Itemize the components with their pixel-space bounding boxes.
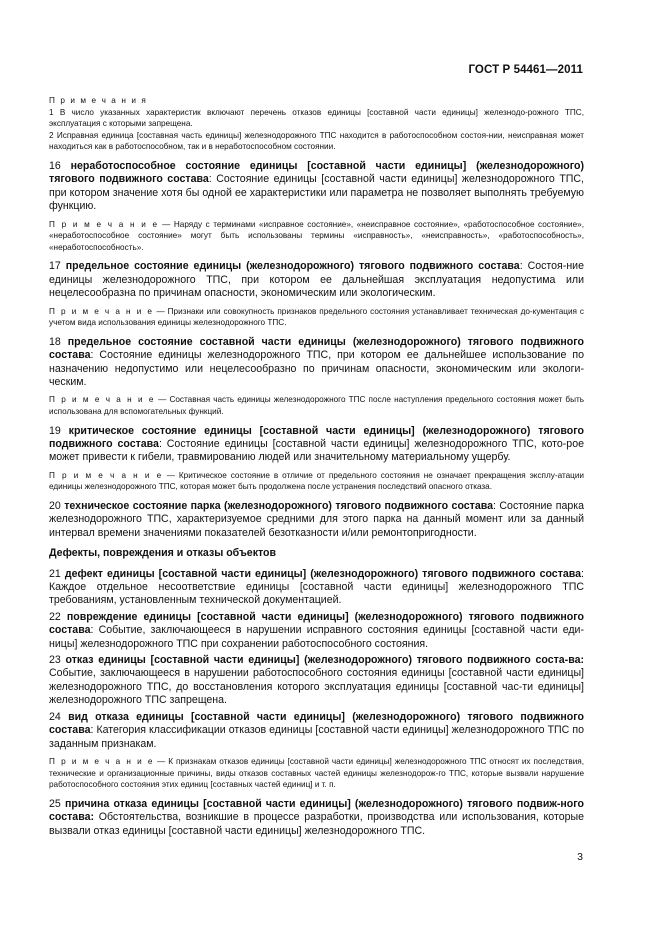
note-19: П р и м е ч а н и е — Критическое состояние в отличие от предельного состояния не означает прекращения эксплу-атации единицы железнодорожного ТПС, которая может быть продолжена после устранения последствий опасного отказа. bbox=[49, 470, 584, 492]
term-22-definition: : Событие, заключающееся в нарушении исправного состояния единицы [составной части еди-ницы] железнодорожного ТПС при сохранении работоспособного состояния. bbox=[49, 624, 584, 650]
term-16: 16 неработоспособное состояние единицы [составной части единицы] (железнодорожного) тягового подвижного состава: Состояние единицы [составной части единицы] железнодорожного ТПС, при котором значение хотя бы одной ее характеристики или параметра не позволяет выполнять требуемую функцию. bbox=[49, 159, 584, 213]
term-24-definition: : Категория классификации отказов единицы [составной части единицы] железнодорожного ТПС по заданным признакам. bbox=[49, 724, 584, 750]
term-17: 17 предельное состояние единицы (железнодорожного) тягового подвижного состава: Состоя-ние единицы железнодорожного ТПС, при котором ее дальнейшая эксплуатация недопустима или нецелесообразна по причинам опасности, экономическим или экологическим. bbox=[49, 260, 584, 300]
term-21: 21 дефект единицы [составной части единицы] (железнодорожного) тягового подвижного состава: Каждое отдельное несоответствие единицы [составной части единицы] железнодорожного ТПС требованиям, установленным технической документацией. bbox=[49, 567, 584, 607]
note-2: 2 Исправная единица [составная часть единицы] железнодорожного ТПС находится в работоспособном состоя-нии, неисправная может находиться как в работоспособном, так и в неработоспособном состоянии. bbox=[49, 130, 584, 152]
term-18-name: предельное состояние составной части единицы (железнодорожного) тягового подвижного состава bbox=[49, 335, 584, 362]
term-21-name: дефект единицы [составной части единицы] (железнодорожного) тягового подвижного состава bbox=[64, 567, 582, 580]
term-17-definition: : Состоя-ние единицы железнодорожного ТПС, при котором ее дальнейшая эксплуатация недопустима или нецелесообразна по причинам опасности, экономическим или экологическим. bbox=[49, 260, 584, 300]
term-17-name: предельное состояние единицы (железнодорожного) тягового подвижного состава bbox=[65, 260, 520, 273]
note-24: П р и м е ч а н и е — К признакам отказов единицы [составной части единицы] железнодорожного ТПС относят их последствия, технические и организационные причины, виды отказов составных частей единицы железнодорож-го ТПС, которые вызвали нарушение работоспособного состояния этих единиц [составных частей единиц] и т. п. bbox=[49, 756, 584, 790]
note-18: П р и м е ч а н и е — Составная часть единицы железнодорожного ТПС после наступления предельного состояния может быть использована для вспомогательных функций. bbox=[49, 395, 584, 416]
term-20-definition: : Состояние парка железнодорожного ТПС, характеризуемое средними для этого парка на данный момент или за данный интервал времени значениями показателей безотказности и/или ремонтопригодности. bbox=[49, 500, 584, 539]
term-22-name: повреждение единицы [составной части единицы] (железнодорожного) тягового подвижного состава bbox=[49, 610, 584, 637]
term-25-name: причина отказа единицы [составной части единицы] (железнодорожного) тягового подвиж-ного состава: bbox=[49, 797, 584, 824]
term-23-definition: Событие, заключающееся в нарушении работоспособного состояния единицы [составной части единицы] железнодорожного ТПС, до восстановления которого эксплуатация единицы [составной час-ти единицы] железнодорожного ТПС запрещена. bbox=[49, 667, 584, 707]
term-19-definition: : Состояние единицы [составной части единицы] железнодорожного ТПС, кото-рое может привести к гибели, травмированию людей или значительному материальному ущербу. bbox=[49, 438, 584, 464]
term-25: 25 причина отказа единицы [составной части единицы] (железнодорожного) тягового подвиж-ного состава: Обстоятельства, возникшие в процессе разработки, производства или использования, которые вызвали отказ единицы [составной части единицы] железнодорожного ТПС. bbox=[49, 797, 584, 837]
page-number: 3 bbox=[577, 851, 583, 863]
term-19-name: критическое состояние единицы [составной части единицы] (железнодорожного) тягового подвижного состава bbox=[49, 424, 584, 450]
term-20: 20 техническое состояние парка (железнодорожного) тягового подвижного состава: Состояние парка железнодорожного ТПС, характеризуемое средними для этого парка на данный момент или за данный интервал времени значениями показателей безотказности и/или ремонтопригодности. bbox=[49, 500, 584, 539]
term-21-definition: : Каждое отдельное несоответствие единицы [составной части единицы] железнодорожного ТПС требованиям, установленным технической документацией. bbox=[49, 567, 584, 607]
section-heading: Дефекты, повреждения и отказы объектов bbox=[49, 547, 277, 560]
document-body bbox=[49, 95, 584, 838]
term-18-definition: : Состояние единицы железнодорожного ТПС, при котором ее дальнейшее использование по назначению недопустимо или нецелесообразно по причинам опасности, экономическим или экологи-ческим. bbox=[49, 349, 584, 388]
term-16-definition: : Состояние единицы [составной части единицы] железнодорожного ТПС, при котором значение хотя бы одной ее характеристики или параметра не позволяет выполнять требуемую функцию. bbox=[49, 173, 584, 213]
term-22: 22 повреждение единицы [составной части единицы] (железнодорожного) тягового подвижного состава: Событие, заключающееся в нарушении исправного состояния единицы [составной части еди-ницы] железнодорожного ТПС при сохранении работоспособного состояния. bbox=[49, 610, 584, 650]
term-24-name: вид отказа единицы [составной части единицы] (железнодорожного) тягового подвижного состава bbox=[49, 710, 584, 737]
term-23-name: отказ единицы [составной части единицы] (железнодорожного) тягового подвижного соста-ва: bbox=[65, 654, 585, 667]
term-16-name: неработоспособное состояние единицы [составной части единицы] (железнодорожного) тягового подвижного состава bbox=[49, 159, 584, 186]
note-1: 1 В число указанных характеристик включают перечень отказов единицы [составной части единицы] железнодо-рожного ТПС, эксплуатация с которыми запрещена. bbox=[49, 107, 584, 129]
note-16: П р и м е ч а н и е — Наряду с терминами «исправное состояние», «неисправное состояние», «работоспособное состояние», «неработоспособное состояние» могут быть использованы термины «исправность», «неисправность», «работоспособность», «неработоспособность». bbox=[49, 219, 584, 252]
term-24: 24 вид отказа единицы [составной части единицы] (железнодорожного) тягового подвижного состава: Категория классификации отказов единицы [составной части единицы] железнодорожного ТПС по заданным признакам. bbox=[49, 710, 584, 750]
term-18: 18 предельное состояние составной части единицы (железнодорожного) тягового подвижного состава: Состояние единицы железнодорожного ТПС, при котором ее дальнейшее использование по назначению недопустимо или нецелесообразно по причинам опасности, экономическим или экологи-ческим. bbox=[49, 335, 584, 388]
term-23: 23 отказ единицы [составной части единицы] (железнодорожного) тягового подвижного соста-ва: Событие, заключающееся в нарушении работоспособного состояния единицы [составной части единицы] железнодорожного ТПС, до восстановления которого эксплуатация единицы [составной час-ти единицы] железнодорожного ТПС запрещена. bbox=[49, 654, 585, 707]
notes-label: П р и м е ч а н и я bbox=[49, 96, 148, 105]
term-25-definition: Обстоятельства, возникшие в процессе разработки, производства или использования, которые вызвали отказ единицы [составной части единицы] железнодорожного ТПС. bbox=[49, 811, 584, 837]
note-17: П р и м е ч а н и е — Признаки или совокупность признаков предельного состояния устанавливает техническая до-кументация с учетом вида использования единицы железнодорожного ТПС. bbox=[49, 306, 584, 328]
document-header: ГОСТ Р 54461—2011 bbox=[468, 64, 583, 76]
term-19: 19 критическое состояние единицы [составной части единицы] (железнодорожного) тягового подвижного состава: Состояние единицы [составной части единицы] железнодорожного ТПС, кото-рое может привести к гибели, травмированию людей или значительному материальному ущербу. bbox=[49, 424, 584, 464]
term-20-name: техническое состояние парка (железнодорожного) тягового подвижного состава bbox=[64, 500, 494, 512]
